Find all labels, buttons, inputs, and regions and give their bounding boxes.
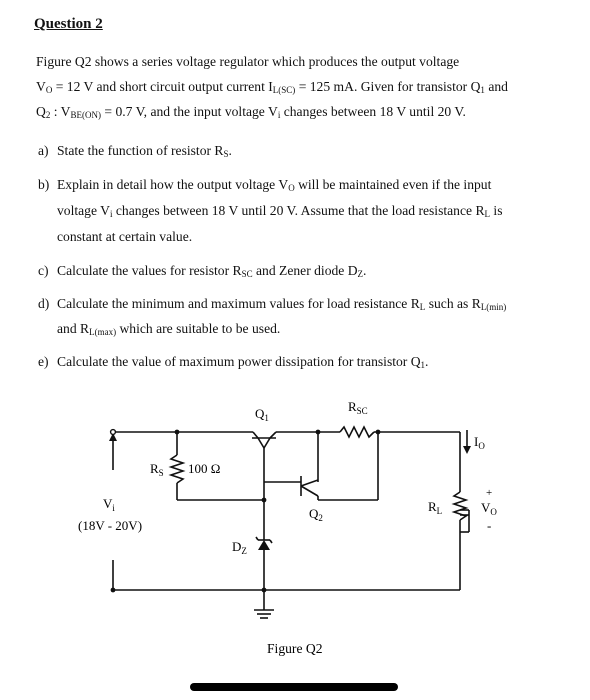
part-sub: i	[109, 209, 113, 219]
part-text: State the function of resistor R	[57, 143, 224, 158]
part-text: .	[425, 354, 429, 369]
part-text: changes between 18 V until 20 V. Assume that the load resistance R	[112, 203, 485, 218]
io-label: $I_O$	[474, 434, 485, 451]
part-text: Calculate the minimum and maximum values for load resistance R	[57, 296, 420, 311]
part-text: is	[490, 203, 503, 218]
intro-sub: 2	[45, 110, 51, 120]
vo-label: $V_O$	[481, 500, 497, 517]
part-label: c)	[38, 263, 49, 278]
intro-text: = 12 V and short circuit output current I	[52, 79, 273, 94]
part-sub: S	[223, 149, 229, 159]
intro-sub: i	[277, 110, 281, 120]
intro-text: changes between 18 V until 20 V.	[280, 104, 466, 119]
part-sub: L(min)	[480, 302, 507, 312]
intro-text: Figure Q2 shows a series voltage regulator which produces the output voltage	[36, 54, 460, 69]
part-text: Explain in detail how the output voltage V	[57, 177, 289, 192]
part-sub: L	[484, 209, 491, 219]
vi-label: $V_i$	[103, 496, 115, 513]
intro-text: = 0.7 V, and the input voltage V	[100, 104, 278, 119]
intro-text: = 125 mA. Given for transistor Q	[295, 79, 481, 94]
part-text: and Zener diode D	[252, 263, 358, 278]
part-label: d)	[38, 296, 50, 311]
q1-label: $Q_1$	[255, 406, 269, 423]
part-sub: L	[419, 302, 426, 312]
intro-sub: L(SC)	[272, 85, 296, 95]
part-text: Calculate the value of maximum power dissipation for transistor Q	[57, 354, 421, 369]
part-sub: L(max)	[89, 327, 117, 337]
part-text: .	[228, 143, 232, 158]
home-indicator-bar	[190, 683, 398, 691]
part-text: and R	[57, 321, 90, 336]
intro-text: V	[36, 79, 46, 94]
intro-sub: O	[45, 85, 53, 95]
part-label: b)	[38, 177, 50, 192]
zener-diode-symbol	[256, 537, 272, 560]
part-text: such as R	[425, 296, 481, 311]
figure-caption: Figure Q2	[267, 641, 323, 656]
part-text: which are suitable to be used.	[116, 321, 281, 336]
part-text: constant at certain value.	[57, 229, 193, 244]
intro-sub: 1	[480, 85, 485, 95]
part-label: a)	[38, 143, 49, 158]
vo-minus-label: -	[487, 518, 492, 533]
rsc-label: $R_{SC}$	[348, 399, 368, 416]
question-title: Question 2	[34, 16, 103, 32]
part-text: Calculate the values for resistor R	[57, 263, 242, 278]
rs-label: $R_S$	[150, 461, 164, 478]
part-sub: O	[288, 183, 295, 193]
part-sub: 1	[420, 360, 426, 370]
part-text: will be maintained even if the input	[294, 177, 492, 192]
intro-sub: BE(ON)	[70, 110, 101, 120]
intro-text: and	[484, 79, 508, 94]
dz-label: $D_Z$	[232, 539, 247, 556]
rs-value-label: 100 Ω	[188, 461, 221, 476]
part-sub: SC	[241, 269, 253, 279]
io-arrowhead	[463, 446, 471, 454]
part-sub: Z	[357, 269, 364, 279]
intro-text: : V	[50, 104, 71, 119]
q2-label: $Q_2$	[309, 506, 323, 523]
intro-text: Q	[36, 104, 46, 119]
part-text: voltage V	[57, 203, 110, 218]
vo-plus-label: +	[486, 487, 493, 499]
rl-label: $R_L$	[428, 499, 443, 516]
part-text: .	[363, 263, 367, 278]
vi-range-label: (18V - 20V)	[78, 518, 143, 533]
part-label: e)	[38, 354, 49, 369]
